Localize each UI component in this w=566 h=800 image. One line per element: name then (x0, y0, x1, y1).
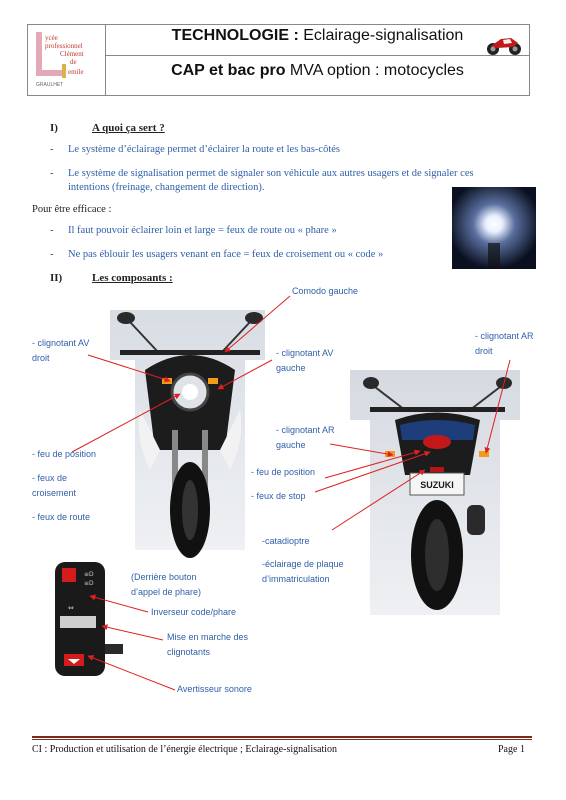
logo-text-1: ycée (45, 34, 58, 42)
label-comodo-gauche: Comodo gauche (292, 286, 359, 296)
comodo-switch-photo (50, 558, 125, 680)
label-clignotant-ar-droit-1: - clignotant AR (475, 331, 534, 341)
label-derriere-bouton-2: d’appel de phare) (131, 587, 202, 597)
subtitle-bold: CAP et bac pro (171, 62, 286, 79)
logo-text-4: de (70, 58, 77, 66)
bullet-signalisation: - Le système de signalisation permet de signaler son véhicule aux autres usagers et de signaler ces intentions (freinage, changement de direction). (50, 168, 474, 193)
label-mise-en-marche (167, 630, 248, 660)
label-mise-en-marche-2: clignotants (167, 647, 211, 657)
plate-text: SUZUKI (420, 480, 454, 490)
svg-text:≡D: ≡D (84, 580, 94, 587)
logo-text-6: GRAULHET (36, 82, 64, 88)
section-2-title: Les composants : (92, 272, 173, 284)
svg-text:⇔: ⇔ (68, 604, 74, 612)
label-clignotant-av-droit-2: droit (32, 353, 50, 363)
label-inverseur: Inverseur code/phare (151, 607, 237, 617)
label-feux-croisement-1: - feux de (32, 473, 68, 483)
footer-left-text: CI : Production et utilisation de l’énergie électrique ; Eclairage-signalisation (32, 744, 337, 755)
efficacite-intro: Pour être efficace : (32, 204, 112, 215)
motorcycle-rear-photo (345, 365, 530, 620)
section-1-number: I) (50, 122, 58, 134)
label-eclairage-plaque-1: -éclairage de plaque (262, 559, 344, 569)
label-clignotant-av-droit-1: - clignotant AV (32, 338, 90, 348)
logo-text-3: Clément (60, 50, 84, 58)
headlight-photo (452, 187, 536, 269)
title-rest: Eclairage-signalisation (298, 27, 464, 44)
label-clignotant-ar-droit (475, 329, 534, 359)
label-mise-en-marche-1: Mise en marche des (167, 632, 249, 642)
footer-rule-thick (32, 736, 532, 738)
label-clignotant-av-gauche-1: - clignotant AV (276, 348, 334, 358)
school-logo (32, 28, 102, 92)
page-subtitle (105, 62, 530, 80)
motorcycle-icon (485, 34, 523, 56)
bullet-feux-croisement-text: Ne pas éblouir les usagers venant en face = feux de croisement ou « code » (68, 249, 384, 260)
bullet-signalisation-text-2: intentions (freinage, changement de direction). (68, 182, 265, 193)
label-derriere-bouton-1: (Derrière bouton (131, 572, 197, 582)
svg-text:≡D: ≡D (84, 571, 94, 578)
label-clignotant-ar-droit-2: droit (475, 346, 493, 356)
motorcycle-front-photo (100, 300, 280, 560)
label-clignotant-av-gauche-2: gauche (276, 363, 306, 373)
label-feux-croisement-2: croisement (32, 488, 77, 498)
label-feu-position-ar: - feu de position (251, 467, 316, 477)
label-feu-position-av: - feu de position (32, 449, 97, 459)
label-clignotant-ar-gauche-1: - clignotant AR (276, 425, 335, 435)
logo-text-5: emile (68, 68, 84, 76)
header-divider-horizontal (105, 55, 530, 56)
label-avertisseur: Avertisseur sonore (177, 684, 252, 694)
label-eclairage-plaque (262, 557, 344, 587)
section-2-heading (50, 272, 173, 284)
label-clignotant-av-droit (32, 336, 89, 366)
label-clignotant-ar-gauche-2: gauche (276, 440, 306, 450)
label-catadioptre: -catadioptre (262, 536, 310, 546)
section-1-heading (50, 122, 165, 134)
bullet-eclairage: - Le système d’éclairage permet d’éclairer la route et les bas-côtés (50, 144, 340, 155)
label-feux-croisement (32, 471, 76, 501)
footer-rule-thin (32, 739, 532, 740)
bullet-feux-croisement: - Ne pas éblouir les usagers venant en face = feux de croisement ou « code » (50, 249, 384, 260)
footer-page-number: Page 1 (498, 744, 525, 755)
section-1-title: A quoi ça sert ? (92, 122, 165, 134)
section-2-number: II) (50, 272, 63, 284)
bullet-feux-route-text: Il faut pouvoir éclairer loin et large = feux de route ou « phare » (68, 225, 337, 236)
label-eclairage-plaque-2: d’immatriculation (262, 574, 330, 584)
label-clignotant-av-gauche (276, 346, 333, 376)
label-clignotant-ar-gauche (276, 423, 335, 453)
page-title (105, 27, 530, 45)
bullet-eclairage-text: Le système d’éclairage permet d’éclairer la route et les bas-côtés (68, 144, 340, 155)
subtitle-rest: MVA option : motocycles (285, 62, 464, 79)
label-feux-stop: - feux de stop (251, 491, 306, 501)
logo-text-2: professionnel (45, 42, 83, 50)
label-feux-route: - feux de route (32, 512, 91, 522)
bullet-signalisation-text-1: Le système de signalisation permet de signaler son véhicule aux autres usagers et de signaler ces (68, 168, 474, 179)
bullet-feux-route: - Il faut pouvoir éclairer loin et large = feux de route ou « phare » (50, 225, 337, 236)
title-bold: TECHNOLOGIE : (171, 27, 299, 44)
label-derriere-bouton (131, 570, 201, 600)
